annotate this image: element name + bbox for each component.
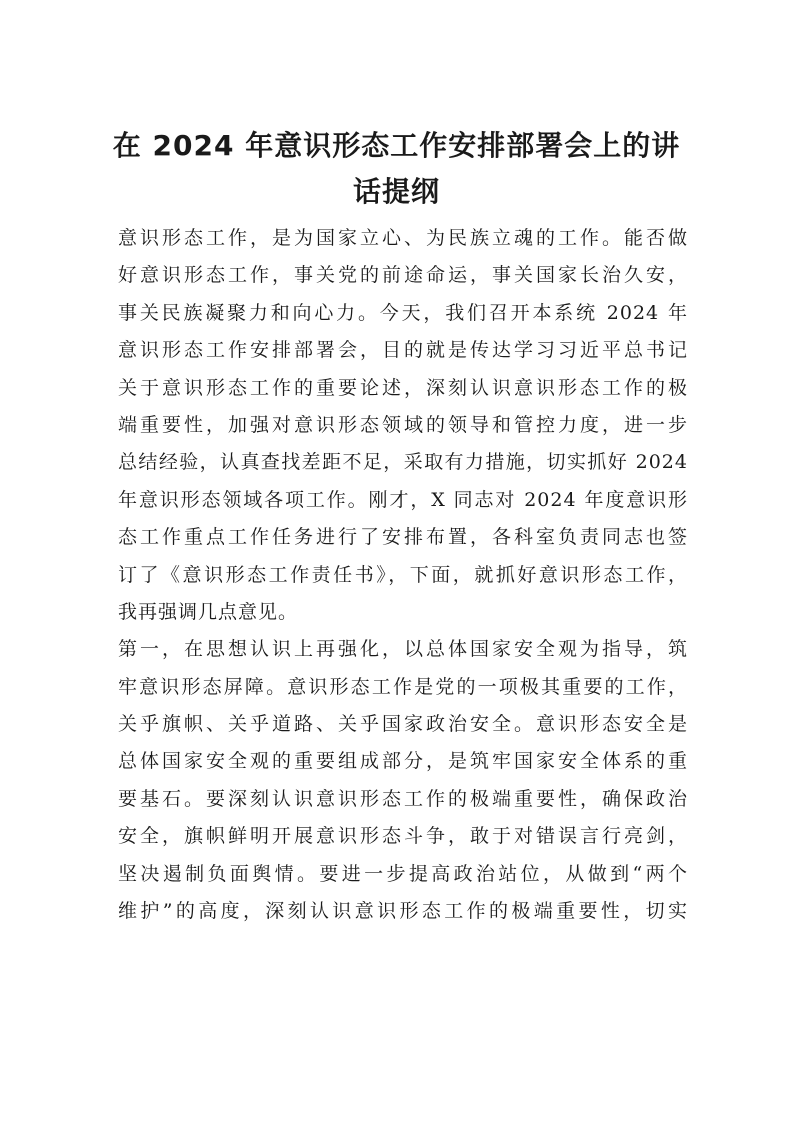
body-line: 好意识形态工作，事关党的前途命运，事关国家长治久安， — [118, 264, 688, 287]
body-line: 订了《意识形态工作责任书》，下面，就抓好意识形态工作， — [118, 563, 688, 586]
body-line: 态工作重点工作任务进行了安排布置，各科室负责同志也签 — [118, 526, 688, 549]
document-body — [118, 220, 688, 930]
body-line: 总结经验，认真查找差距不足，采取有力措施，切实抓好 2024 — [118, 451, 688, 474]
body-line: 坚决遏制负面舆情。要进一步提高政治站位，从做到“两个 — [118, 862, 688, 885]
body-line: 要基石。要深刻认识意识形态工作的极端重要性，确保政治 — [118, 787, 688, 810]
body-line: 关于意识形态工作的重要论述，深刻认识意识形态工作的极 — [118, 376, 688, 399]
document-title-line-2: 话提纲 — [352, 175, 440, 208]
body-line: 第一，在思想认识上再强化，以总体国家安全观为指导，筑 — [118, 638, 688, 661]
body-line: 意识形态工作安排部署会，目的就是传达学习习近平总书记 — [118, 339, 688, 362]
body-line: 我再强调几点意见。 — [118, 600, 299, 623]
body-line: 关乎旗帜、关乎道路、关乎国家政治安全。意识形态安全是 — [118, 713, 688, 736]
body-line: 维护”的高度，深刻认识意识形态工作的极端重要性，切实 — [118, 900, 688, 923]
body-line: 意识形态工作，是为国家立心、为民族立魂的工作。能否做 — [118, 227, 688, 249]
body-line: 牢意识形态屏障。意识形态工作是党的一项极其重要的工作， — [118, 675, 688, 698]
body-line: 安全，旗帜鲜明开展意识形态斗争，敢于对错误言行亮剑， — [118, 825, 688, 848]
body-line: 端重要性，加强对意识形态领域的领导和管控力度，进一步 — [118, 413, 688, 436]
body-line: 事关民族凝聚力和向心力。今天，我们召开本系统 2024 年 — [118, 301, 688, 324]
body-line: 年意识形态领域各项工作。刚才，X 同志对 2024 年度意识形 — [118, 488, 688, 511]
body-line: 总体国家安全观的重要组成部分，是筑牢国家安全体系的重 — [118, 750, 688, 773]
document-title-line-1: 在 2024 年意识形态工作安排部署会上的讲 — [112, 129, 681, 162]
